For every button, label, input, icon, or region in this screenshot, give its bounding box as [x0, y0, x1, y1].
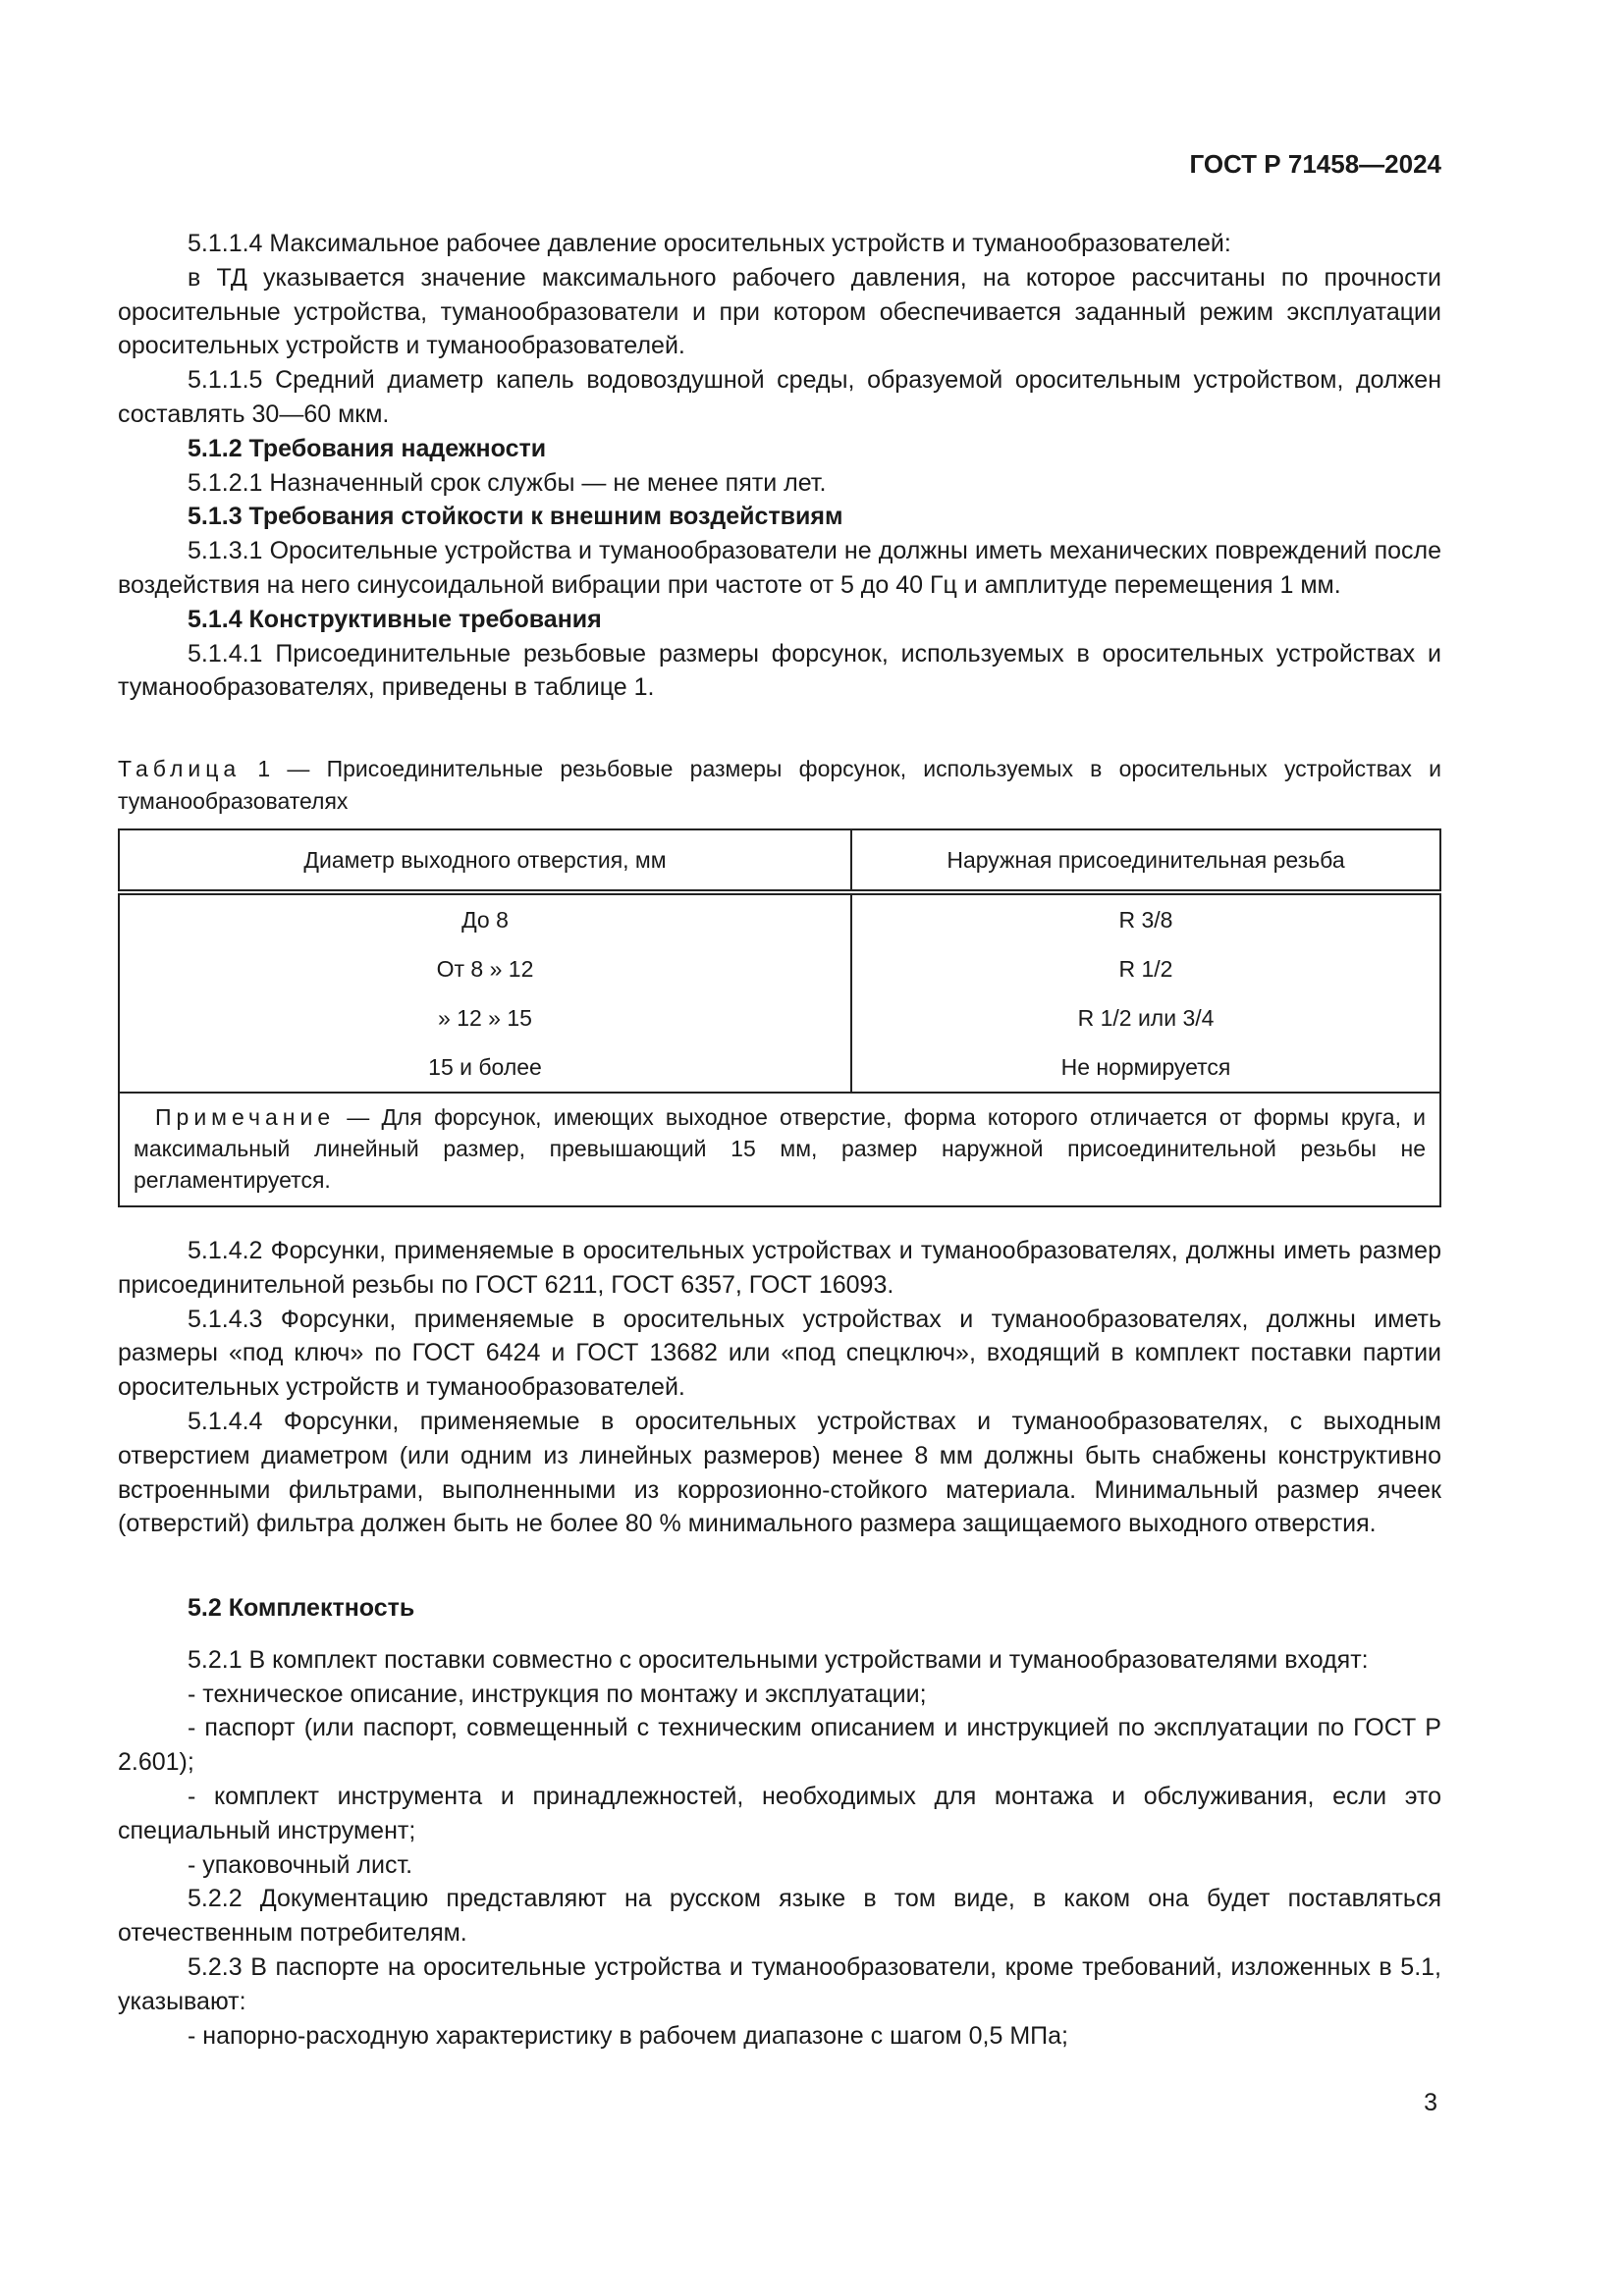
table-cell: Не нормируется: [851, 1042, 1440, 1093]
table-note: [119, 1093, 1440, 1206]
table-row: [119, 1042, 1440, 1093]
paragraph: 5.2.3 В паспорте на оросительные устройства и туманообразователи, кроме требований, изложенных в 5.1, указывают:: [118, 1952, 1441, 2015]
table-row: [119, 944, 1440, 993]
page-number: 3: [1424, 2089, 1437, 2116]
section-5-1-text: [118, 227, 1441, 705]
table-cell: R 1/2: [851, 944, 1440, 993]
paragraph: 5.2.2 Документацию представляют на русском языке в том виде, в каком она будет поставляться отечественным потребителям.: [118, 1885, 1441, 1948]
paragraph: 5.2.1 В комплект поставки совместно с оросительными устройствами и туманообразователями входят:: [188, 1645, 1369, 1674]
paragraph: 5.1.4.1 Присоединительные резьбовые размеры форсунок, используемых в оросительных устройствах и туманообразователях, приведены в таблице 1.: [118, 639, 1441, 702]
list-item: - паспорт (или паспорт, совмещенный с техническим описанием и инструкцией по эксплуатации по ГОСТ Р 2.601);: [118, 1714, 1441, 1777]
table-caption-text: 1 — Присоединительные резьбовые размеры форсунок, используемых в оросительных устройствах и туманообразователях: [118, 756, 1441, 814]
paragraph: 5.1.3.1 Оросительные устройства и туманообразователи не должны иметь механических повреждений после воздействия на него синусоидальной вибрации при частоте от 5 до 40 Гц и амплитуде перемещения 1 мм.: [118, 537, 1441, 599]
column-header: Наружная присоединительная резьба: [851, 829, 1440, 892]
table-cell: » 12 » 15: [119, 993, 851, 1042]
subsection-heading: 5.1.2 Требования надежности: [188, 434, 547, 462]
list-item: - техническое описание, инструкция по монтажу и эксплуатации;: [188, 1680, 927, 1708]
table-row: [119, 993, 1440, 1042]
paragraph: 5.1.4.2 Форсунки, применяемые в оросительных устройствах и туманообразователях, должны иметь размер присоединительной резьбы по ГОСТ 6211, ГОСТ 6357, ГОСТ 16093.: [118, 1237, 1441, 1299]
document-number: ГОСТ Р 71458—2024: [1189, 149, 1441, 179]
table-cell: 15 и более: [119, 1042, 851, 1093]
section-heading: 5.2 Комплектность: [188, 1594, 415, 1622]
note-label: Примечание: [155, 1104, 336, 1130]
paragraph: 5.1.4.4 Форсунки, применяемые в оросительных устройствах и туманообразователях, с выходным отверстием диаметром (или одним из линейных размеров) менее 8 мм должны быть снабжены конструктивно встроенными фильтрами, выполненными из коррозионно-стойкого материала. Минимальный размер ячеек (отверстий) фильтра должен быть не более 80 % минимального размера защищаемого выходного отверстия.: [118, 1407, 1441, 1538]
table-cell: От 8 » 12: [119, 944, 851, 993]
subsection-heading: 5.1.4 Конструктивные требования: [188, 605, 602, 633]
paragraph: 5.1.1.4 Максимальное рабочее давление оросительных устройств и туманообразователей:: [188, 230, 1231, 257]
subsection-heading: 5.1.3 Требования стойкости к внешним воздействиям: [188, 503, 843, 531]
table-cell: R 1/2 или 3/4: [851, 993, 1440, 1042]
paragraph: 5.1.4.3 Форсунки, применяемые в оросительных устройствах и туманообразователях, должны иметь размеры «под ключ» по ГОСТ 6424 и ГОСТ 13682 или «под спецключ», входящий в комплект поставки партии оросительных устройств и туманообразователей.: [118, 1305, 1441, 1402]
table-note-row: [119, 1093, 1440, 1206]
table-header-row: [119, 829, 1440, 892]
note-text: — Для форсунок, имеющих выходное отверстие, форма которого отличается от формы круга, и максимальный линейный размер, превышающий 15 мм, размер наружной присоединительной резьбы не регламентируется.: [134, 1104, 1426, 1193]
table-row: [119, 892, 1440, 944]
section-5-2: [118, 1591, 1441, 2053]
table-1: [118, 828, 1441, 1207]
section-5-1-4-continued: [118, 1234, 1441, 1541]
list-item: - напорно-расходную характеристику в рабочем диапазоне с шагом 0,5 МПа;: [188, 2021, 1068, 2050]
paragraph: 5.1.1.5 Средний диаметр капель водовоздушной среды, образуемой оросительным устройством, должен составлять 30—60 мкм.: [118, 366, 1441, 428]
paragraph: 5.1.2.1 Назначенный срок службы — не менее пяти лет.: [188, 468, 827, 497]
table-caption: [118, 753, 1441, 818]
table-caption-label: Таблица: [118, 756, 242, 781]
list-item: - упаковочный лист.: [188, 1850, 413, 1879]
paragraph: в ТД указывается значение максимального рабочего давления, на которое рассчитаны по прочности оросительные устройства, туманообразователи и при котором обеспечивается заданный режим эксплуатации оросительных устройств и туманообразователей.: [118, 263, 1441, 360]
table-cell: R 3/8: [851, 892, 1440, 944]
column-header: Диаметр выходного отверстия, мм: [119, 829, 851, 892]
list-item: - комплект инструмента и принадлежностей, необходимых для монтажа и обслуживания, если это специальный инструмент;: [118, 1782, 1441, 1844]
table-cell: До 8: [119, 892, 851, 944]
